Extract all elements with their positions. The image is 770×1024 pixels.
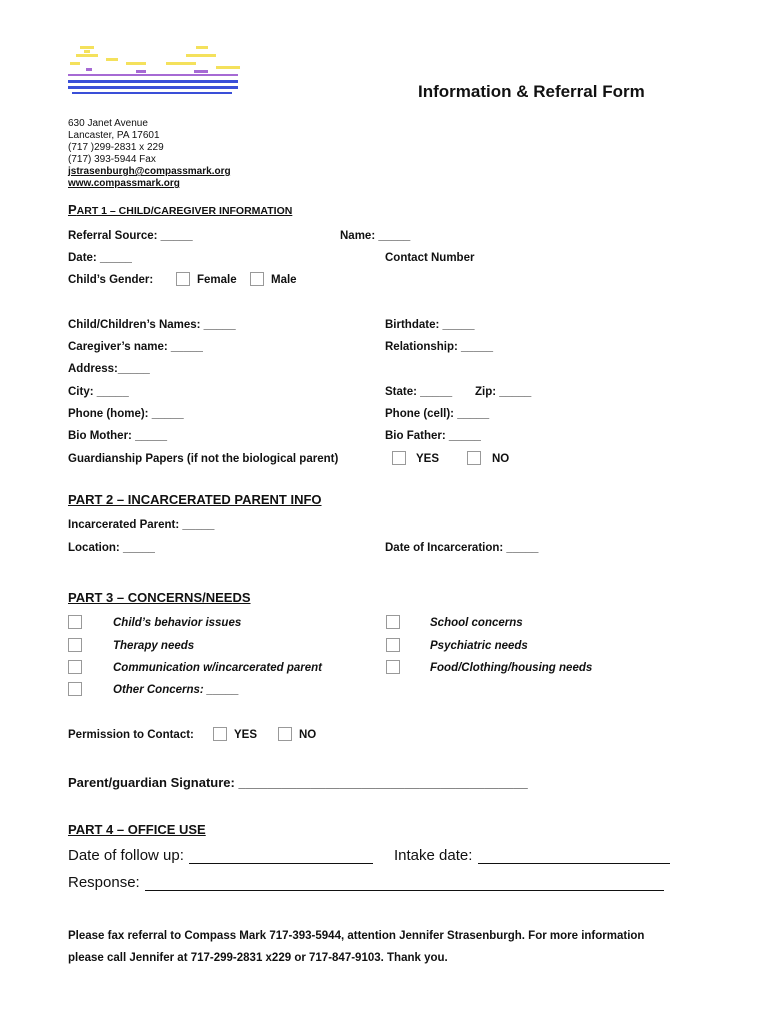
therapy-label: Therapy needs bbox=[113, 640, 195, 652]
part1-heading-rest: ART 1 – CHILD/CAREGIVER INFORMATION bbox=[76, 205, 293, 217]
website-link[interactable]: www.compassmark.org bbox=[68, 178, 180, 189]
relationship-field[interactable]: Relationship: _____ bbox=[385, 341, 494, 353]
permission-no-label: NO bbox=[299, 729, 317, 741]
school-label: School concerns bbox=[430, 617, 523, 629]
address-phone: (717 )299-2831 x 229 bbox=[68, 142, 164, 153]
part2-heading: PART 2 – INCARCERATED PARENT INFO bbox=[68, 492, 322, 507]
phone-cell-field[interactable]: Phone (cell): _____ bbox=[385, 408, 490, 420]
therapy-checkbox[interactable] bbox=[68, 638, 82, 652]
response-label: Response: bbox=[68, 874, 140, 891]
footer-line-1: Please fax referral to Compass Mark 717-393-5944, attention Jennifer Strasenburgh. For more information bbox=[68, 930, 645, 942]
behavior-label: Child’s behavior issues bbox=[113, 617, 242, 629]
food-checkbox[interactable] bbox=[386, 660, 400, 674]
part3-heading: PART 3 – CONCERNS/NEEDS bbox=[68, 590, 251, 605]
caregiver-name-field[interactable]: Caregiver’s name: _____ bbox=[68, 341, 203, 353]
follow-up-label: Date of follow up: bbox=[68, 847, 184, 864]
guardianship-yes-label: YES bbox=[416, 453, 440, 465]
guardianship-label: Guardianship Papers (if not the biological parent) bbox=[68, 453, 339, 465]
address-block bbox=[68, 118, 231, 190]
date-incarceration-field[interactable]: Date of Incarceration: _____ bbox=[385, 542, 539, 554]
intake-line[interactable] bbox=[478, 863, 670, 864]
birthdate-field[interactable]: Birthdate: _____ bbox=[385, 319, 475, 331]
other-concerns-label[interactable]: Other Concerns: _____ bbox=[113, 684, 239, 696]
male-label: Male bbox=[271, 274, 297, 286]
psychiatric-checkbox[interactable] bbox=[386, 638, 400, 652]
children-names-field[interactable]: Child/Children’s Names: _____ bbox=[68, 319, 236, 331]
name-field[interactable]: Name: _____ bbox=[340, 230, 411, 242]
city-field[interactable]: City: _____ bbox=[68, 386, 129, 398]
address-city: Lancaster, PA 17601 bbox=[68, 130, 160, 141]
behavior-checkbox[interactable] bbox=[68, 615, 82, 629]
part4-heading: PART 4 – OFFICE USE bbox=[68, 822, 206, 837]
school-checkbox[interactable] bbox=[386, 615, 400, 629]
incarcerated-parent-field[interactable]: Incarcerated Parent: _____ bbox=[68, 519, 215, 531]
signature-field[interactable]: Parent/guardian Signature: ________________________________________ bbox=[68, 775, 528, 790]
bio-father-field[interactable]: Bio Father: _____ bbox=[385, 430, 481, 442]
intake-label: Intake date: bbox=[394, 847, 473, 864]
address-street: 630 Janet Avenue bbox=[68, 118, 148, 129]
permission-yes-label: YES bbox=[234, 729, 258, 741]
zip-field[interactable]: Zip: _____ bbox=[475, 386, 532, 398]
communication-checkbox[interactable] bbox=[68, 660, 82, 674]
communication-label: Communication w/incarcerated parent bbox=[113, 662, 322, 674]
bio-mother-field[interactable]: Bio Mother: _____ bbox=[68, 430, 168, 442]
state-field[interactable]: State: _____ bbox=[385, 386, 453, 398]
male-checkbox[interactable] bbox=[250, 272, 264, 286]
date-field[interactable]: Date: _____ bbox=[68, 252, 132, 264]
response-line[interactable] bbox=[145, 890, 664, 891]
part1-heading-p: P bbox=[68, 202, 77, 217]
email-link[interactable]: jstrasenburgh@compassmark.org bbox=[68, 166, 231, 177]
location-field[interactable]: Location: _____ bbox=[68, 542, 155, 554]
phone-home-field[interactable]: Phone (home): _____ bbox=[68, 408, 184, 420]
part1-heading bbox=[68, 202, 292, 217]
form-title: Information & Referral Form bbox=[418, 82, 645, 101]
permission-yes-checkbox[interactable] bbox=[213, 727, 227, 741]
footer-line-2: please call Jennifer at 717-299-2831 x229 or 717-847-9103. Thank you. bbox=[68, 952, 448, 964]
address-field[interactable]: Address:_____ bbox=[68, 363, 150, 375]
female-checkbox[interactable] bbox=[176, 272, 190, 286]
referral-source-field[interactable]: Referral Source: _____ bbox=[68, 230, 193, 242]
contact-number-label: Contact Number bbox=[385, 252, 475, 264]
psychiatric-label: Psychiatric needs bbox=[430, 640, 528, 652]
other-concerns-checkbox[interactable] bbox=[68, 682, 82, 696]
food-label: Food/Clothing/housing needs bbox=[430, 662, 593, 674]
follow-up-line[interactable] bbox=[189, 863, 373, 864]
permission-label: Permission to Contact: bbox=[68, 729, 194, 741]
guardianship-no-label: NO bbox=[492, 453, 510, 465]
address-fax: (717) 393-5944 Fax bbox=[68, 154, 156, 165]
female-label: Female bbox=[197, 274, 237, 286]
guardianship-yes-checkbox[interactable] bbox=[392, 451, 406, 465]
footer-note bbox=[68, 925, 644, 969]
gender-label: Child’s Gender: bbox=[68, 274, 154, 286]
compass-mark-logo bbox=[66, 44, 244, 98]
permission-no-checkbox[interactable] bbox=[278, 727, 292, 741]
guardianship-no-checkbox[interactable] bbox=[467, 451, 481, 465]
